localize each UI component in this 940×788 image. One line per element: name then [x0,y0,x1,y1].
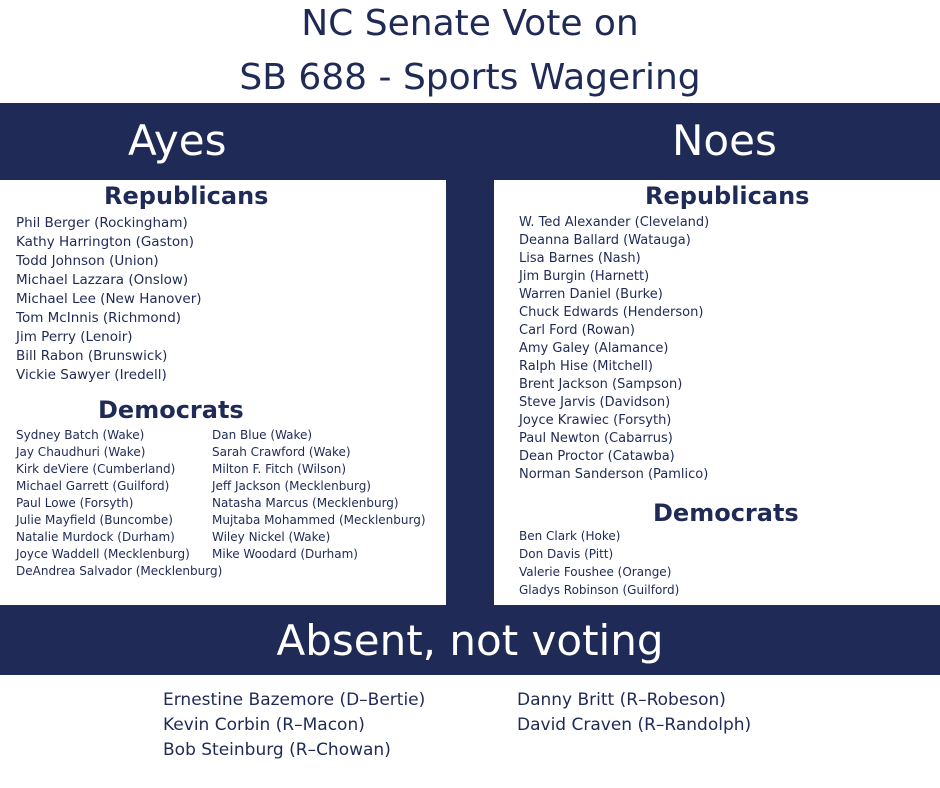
list-item: Sarah Crawford (Wake) [212,445,351,459]
list-item: Dean Proctor (Catawba) [519,449,675,464]
list-item: Ralph Hise (Mitchell) [519,359,653,374]
ayes-democrats-heading: Democrats [98,396,244,424]
list-item: Natasha Marcus (Mecklenburg) [212,496,399,510]
list-item: Dan Blue (Wake) [212,428,313,442]
list-item: Amy Galey (Alamance) [519,341,669,356]
list-item: Lisa Barnes (Nash) [519,251,641,266]
list-item: Kirk deViere (Cumberland) [16,462,176,476]
list-item: Vickie Sawyer (Iredell) [16,367,167,383]
list-item: Ben Clark (Hoke) [519,529,621,543]
list-item: Bill Rabon (Brunswick) [16,348,168,364]
list-item: Joyce Waddell (Mecklenburg) [16,547,190,561]
list-item: Ernestine Bazemore (D–Bertie) [163,690,426,710]
ayes-heading: Ayes [128,116,227,165]
list-item: Jim Perry (Lenoir) [16,329,133,345]
list-item: Mike Woodard (Durham) [212,547,358,561]
list-item: Jim Burgin (Harnett) [519,269,650,284]
ayes-republicans-list [16,214,202,385]
list-item: Michael Lazzara (Onslow) [16,272,189,288]
list-item: Tom McInnis (Richmond) [16,310,182,326]
list-item: Paul Newton (Cabarrus) [519,431,673,446]
noes-republicans-heading: Republicans [645,182,810,210]
noes-republicans-list [519,214,709,484]
absent-heading: Absent, not voting [276,616,664,665]
column-divider [446,180,494,605]
list-item: Milton F. Fitch (Wilson) [212,462,347,476]
ayes-democrats-list-col1 [16,427,222,580]
list-item: Bob Steinburg (R–Chowan) [163,740,391,760]
list-item: Phil Berger (Rockingham) [16,215,188,231]
list-item: Don Davis (Pitt) [519,547,614,561]
noes-democrats-heading: Democrats [653,499,799,527]
list-item: Jeff Jackson (Mecklenburg) [212,479,371,493]
list-item: Chuck Edwards (Henderson) [519,305,704,320]
list-item: David Craven (R–Randolph) [517,715,752,735]
list-item: Michael Lee (New Hanover) [16,291,202,307]
list-item: Mujtaba Mohammed (Mecklenburg) [212,513,426,527]
list-item: Kevin Corbin (R–Macon) [163,715,365,735]
list-item: Warren Daniel (Burke) [519,287,663,302]
list-item: Danny Britt (R–Robeson) [517,690,726,710]
list-item: Sydney Batch (Wake) [16,428,145,442]
list-item: Julie Mayfield (Buncombe) [16,513,173,527]
list-item: Carl Ford (Rowan) [519,323,635,338]
list-item: Paul Lowe (Forsyth) [16,496,134,510]
absent-list-col2 [517,688,751,738]
ayes-democrats-list-col2 [212,427,426,563]
list-item: DeAndrea Salvador (Mecklenburg) [16,564,223,578]
list-item: Michael Garrett (Guilford) [16,479,170,493]
list-item: Steve Jarvis (Davidson) [519,395,671,410]
list-item: Deanna Ballard (Watauga) [519,233,691,248]
list-item: Gladys Robinson (Guilford) [519,583,680,597]
page-title-line-1: NC Senate Vote on [301,3,639,44]
list-item: Norman Sanderson (Pamlico) [519,467,709,482]
list-item: Brent Jackson (Sampson) [519,377,683,392]
list-item: Todd Johnson (Union) [16,253,159,269]
noes-heading: Noes [672,116,777,165]
list-item: Wiley Nickel (Wake) [212,530,331,544]
list-item: W. Ted Alexander (Cleveland) [519,215,710,230]
list-item: Joyce Krawiec (Forsyth) [519,413,672,428]
ayes-republicans-heading: Republicans [104,182,269,210]
page-title-line-2: SB 688 - Sports Wagering [239,57,701,98]
list-item: Kathy Harrington (Gaston) [16,234,194,250]
list-item: Natalie Murdock (Durham) [16,530,175,544]
list-item: Jay Chaudhuri (Wake) [16,445,146,459]
list-item: Valerie Foushee (Orange) [519,565,672,579]
absent-list-col1 [163,688,425,763]
noes-democrats-list [519,527,679,599]
